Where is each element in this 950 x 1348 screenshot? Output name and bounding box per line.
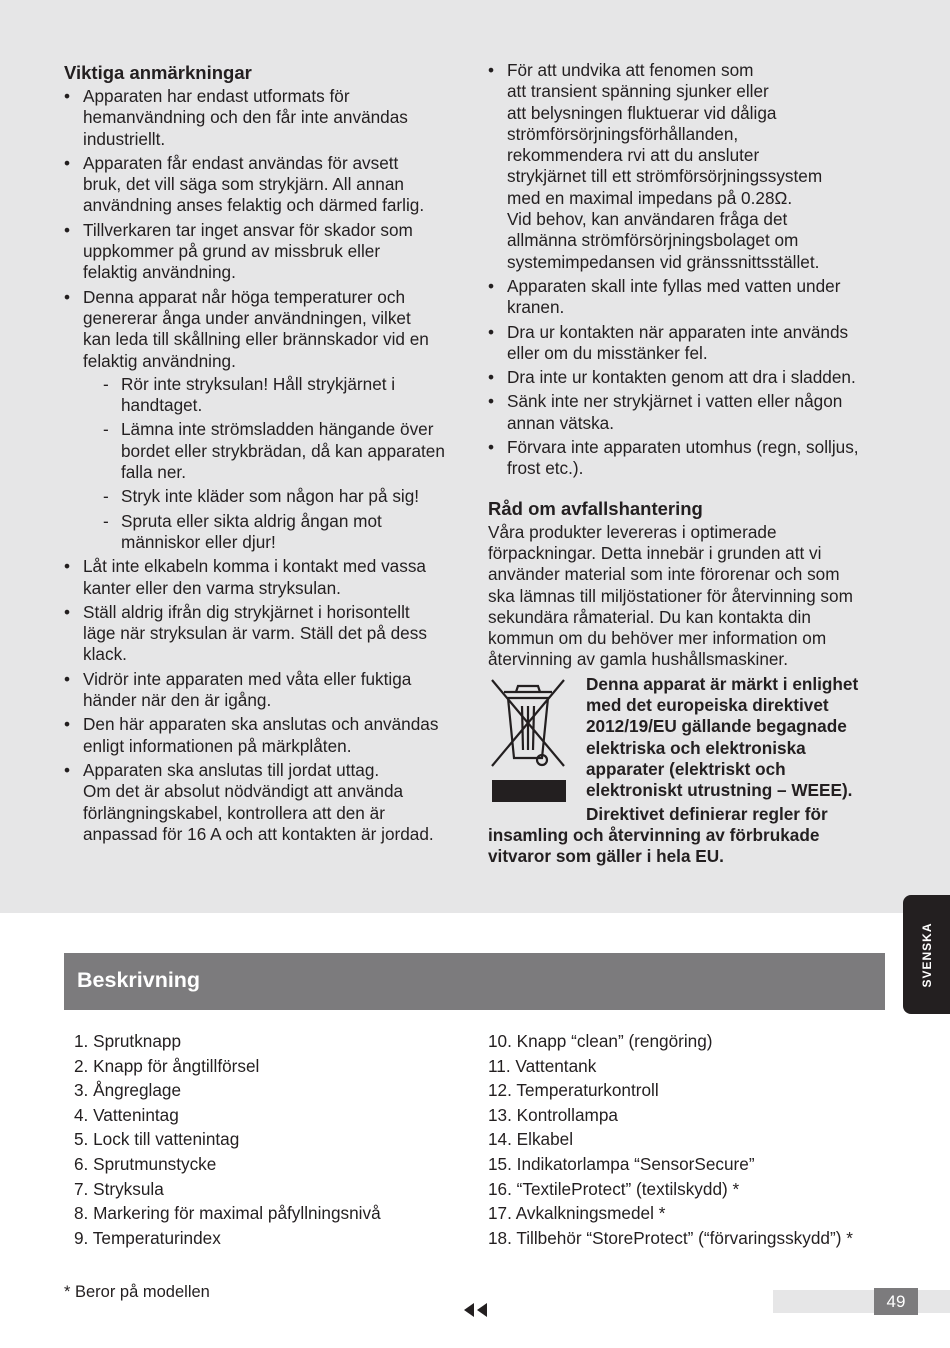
list-item: 16. “TextileProtect” (textilskydd) * (488, 1178, 740, 1199)
list-item: • Dra inte ur kontakten genom att dra i sladden. (488, 367, 888, 388)
list-item: 15. Indikatorlampa “SensorSecure” (488, 1153, 755, 1174)
list-item: • Tillverkaren tar inget ansvar för skador som uppkommer på grund av missbruk eller felaktig användning. (64, 220, 464, 284)
page-number-bar (773, 1290, 950, 1313)
list-item: 4. Vattenintag (74, 1104, 179, 1125)
parts-list-left (74, 1029, 381, 1250)
list-item: • Sänk inte ner strykjärnet i vatten eller någon annan vätska. (488, 391, 888, 434)
weee-notice (488, 674, 888, 868)
language-side-tab (903, 895, 950, 1014)
sub-list-item: - Rör inte stryksulan! Håll strykjärnet i handtaget. (103, 374, 464, 417)
list-item: • Låt inte elkabeln komma i kontakt med vassa kanter eller den varma stryksulan. (64, 556, 464, 599)
waste-disposal-heading: Råd om avfallshantering (488, 497, 703, 519)
list-item: 18. Tillbehör “StoreProtect” (“förvaringsskydd”) * (488, 1227, 853, 1248)
page-number: 49 (874, 1288, 918, 1315)
safety-list-continued (488, 60, 888, 480)
list-item: 12. Temperaturkontroll (488, 1080, 659, 1101)
weee-side-text: Denna apparat är märkt i enlighet med det europeiska direktivet 2012/19/EU gällande begagnade elektriska och elektroniska apparater (elektriskt och elektroniskt utrustning – WEEE). Direktivet definierar regler för (586, 673, 859, 824)
list-item: • Vidrör inte apparaten med våta eller fuktiga händer när den är igång. (64, 669, 464, 712)
sub-list (83, 374, 464, 553)
list-item: • Apparaten har endast utformats för hemanvändning och den får inte användas industriellt. (64, 86, 464, 150)
list-item: 13. Kontrollampa (488, 1104, 618, 1125)
footnote: * Beror på modellen (64, 1283, 210, 1301)
crossed-out-wheelie-bin-icon (488, 674, 586, 825)
list-item: • Den här apparaten ska anslutas och användas enligt informationen på märkplåten. (64, 714, 464, 757)
previous-page-arrows-icon[interactable] (462, 1303, 490, 1317)
list-item: 11. Vattentank (488, 1055, 597, 1076)
list-item: • Denna apparat når höga temperaturer och genererar ånga under användningen, vilket kan leda till skållning eller brännskador vid en felaktig användning. - Rör inte stryksulan! Håll strykjärnet i handtaget. - Lämna inte strömsladden hängande över bordet eller strykbrädan, då kan apparaten falla ner. - Stryk inte kläder som någon har på sig! - Spruta eller sikta aldrig ångan mot människor eller djur! (64, 287, 464, 554)
parts-list-right (488, 1029, 853, 1250)
list-item: 8. Markering för maximal påfyllningsnivå (74, 1203, 381, 1224)
list-item: • Ställ aldrig ifrån dig strykjärnet i horisontellt läge när stryksulan är varm. Ställ det på dess klack. (64, 602, 464, 666)
weee-black-bar (492, 780, 566, 802)
list-item: 10. Knapp “clean” (rengöring) (488, 1031, 713, 1051)
list-item: 3. Ångreglage (74, 1080, 182, 1101)
language-label: SVENSKA (919, 921, 934, 988)
list-item: 17. Avkalkningsmedel * (488, 1203, 666, 1224)
list-item: • Dra ur kontakten när apparaten inte används eller om du misstänker fel. (488, 322, 888, 365)
list-item: 5. Lock till vattenintag (74, 1129, 240, 1150)
section-header (64, 953, 885, 1010)
list-item: 6. Sprutmunstycke (74, 1153, 217, 1174)
list-item: 2. Knapp för ångtillförsel (74, 1055, 260, 1076)
sub-list-item: - Stryk inte kläder som någon har på sig! (103, 486, 464, 507)
list-item: 14. Elkabel (488, 1129, 574, 1150)
waste-disposal-paragraph: Våra produkter levereras i optimerade förpackningar. Detta innebär i grunden att vi använder material som inte förorenar och som ska lämnas till miljöstationer för återvinning som sekundära råmaterial. Du kan kontakta din kommun om du behöver mer information om återvinning av gamla hushållsmaskiner. (488, 521, 853, 670)
sub-list-item: - Lämna inte strömsladden hängande över bordet eller strykbrädan, då kan apparaten falla ner. (103, 419, 464, 483)
right-column (488, 60, 888, 867)
weee-full-text: insamling och återvinning av förbrukade vitvaror som gäller i hela EU. (488, 824, 820, 867)
list-item: • Apparaten får endast användas för avsett bruk, det vill säga som strykjärn. All annan användning anses felaktig och därmed farlig. (64, 153, 464, 217)
list-item: • Apparaten ska anslutas till jordat uttag. Om det är absolut nödvändigt att använda förlängningskabel, kontrollera att den är anpassad för 16 A och att kontakten är jordad. (64, 760, 464, 845)
sub-list-item: - Spruta eller sikta aldrig ångan mot människor eller djur! (103, 511, 464, 554)
important-notes-list (64, 86, 464, 845)
list-item: 7. Stryksula (74, 1178, 164, 1199)
list-item: • Förvara inte apparaten utomhus (regn, solljus, frost etc.). (488, 437, 888, 480)
list-item: 1. Sprutknapp (74, 1031, 182, 1051)
list-item: • Apparaten skall inte fyllas med vatten under kranen. (488, 276, 888, 319)
important-notes-heading: Viktiga anmärkningar (64, 62, 252, 83)
section-title: Beskrivning (77, 968, 201, 992)
list-item: • För att undvika att fenomen som att transient spänning sjunker eller att belysningen fluktuerar vid dåliga strömförsörjningsförhållanden, rekommendera rvi att du ansluter strykjärnet till ett strömförsörjningssystem med en maximal impedans på 0.28Ω. Vid behov, kan användaren fråga det allmänna strömförsörjningsbolaget om systemimpedansen vid gränssnittsstället. (488, 60, 888, 273)
left-column (64, 60, 464, 848)
list-item: 9. Temperaturindex (74, 1227, 221, 1248)
